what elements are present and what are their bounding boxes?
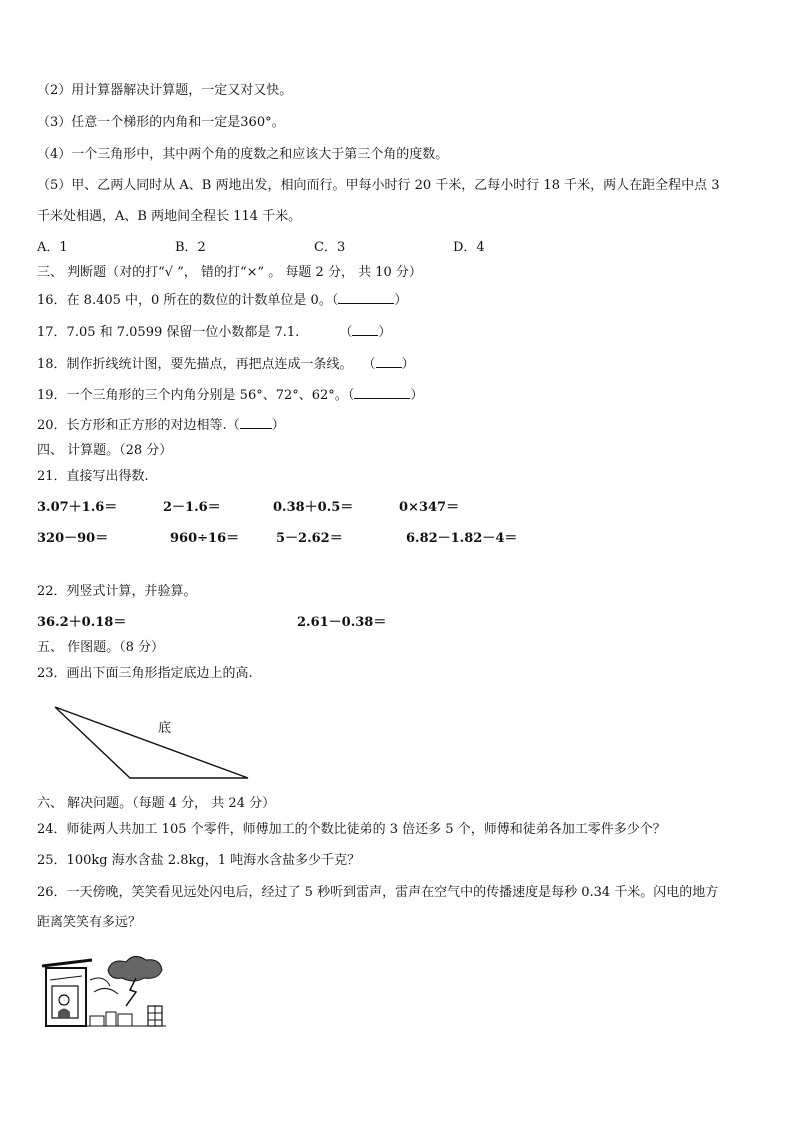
item-5-line2: 千米处相遇，A、B 两地间全程长 114 千米。 <box>37 209 302 224</box>
answer-blank-19[interactable] <box>354 385 410 399</box>
paren-close: ） <box>271 418 285 433</box>
question-20 <box>37 415 285 435</box>
paren-close: ） <box>378 325 392 340</box>
paren-close: ） <box>410 388 424 403</box>
calc-4: 0×347＝ <box>399 500 460 515</box>
answer-blank-17[interactable] <box>352 322 378 336</box>
lightning-illustration <box>40 950 170 1030</box>
question-18 <box>37 354 415 374</box>
calc-8: 6.82－1.82－4＝ <box>406 531 518 546</box>
question-17-text: 17．7.05 和 7.0599 保留一位小数都是 7.1. <box>37 325 300 340</box>
triangle-figure <box>40 696 300 796</box>
cloud-shape <box>108 956 162 981</box>
paren-open: （ <box>331 293 339 308</box>
paren-close: ） <box>394 293 408 308</box>
triangle-shape <box>55 707 248 778</box>
calc-1: 3.07＋1.6＝ <box>37 500 118 515</box>
answer-blank-16[interactable] <box>338 290 394 304</box>
question-25: 25．100kg 海水含盐 2.8kg，1 吨海水含盐多少千克？ <box>37 853 361 868</box>
question-19 <box>37 385 423 405</box>
girl-figure <box>59 995 69 1005</box>
question-26-line1: 26．一天傍晚，笑笑看见远处闪电后，经过了 5 秒听到雷声，雷声在空气中的传播速度是每秒 0.34 千米。闪电的地方 <box>37 885 719 900</box>
item-2: （2）用计算器解决计算题，一定又对又快。 <box>37 83 293 98</box>
calc-6: 960÷16＝ <box>170 531 240 546</box>
paren-open: （ <box>362 357 376 372</box>
paren-close: ） <box>401 357 415 372</box>
question-17 <box>37 322 391 342</box>
item-5-line1: （5）甲、乙两人同时从 A、B 两地出发，相向而行。甲每小时行 20 千米，乙每小时行 18 千米，两人在距全程中点 3 <box>37 178 720 193</box>
question-26-line2: 距离笑笑有多远？ <box>37 915 142 930</box>
paren-open: （ <box>226 418 240 433</box>
question-24: 24．师徒两人共加工 105 个零件，师傅加工的个数比徒弟的 3 倍还多 5 个，师傅和徒弟各加工零件多少个？ <box>37 822 666 837</box>
calc-7: 5－2.62＝ <box>276 531 343 546</box>
paren-open: （ <box>347 388 355 403</box>
calc-3: 0.38＋0.5＝ <box>273 500 354 515</box>
vertical-calc-1: 36.2＋0.18＝ <box>37 615 127 630</box>
question-20-text: 20．长方形和正方形的对边相等. <box>37 418 227 433</box>
section-6-title: 六、 解决问题。（每题 4 分， 共 24 分） <box>37 796 276 811</box>
answer-blank-20[interactable] <box>240 415 272 429</box>
question-19-text: 19．一个三角形的三个内角分别是 56°、72°、62°。 <box>37 388 348 403</box>
answer-blank-18[interactable] <box>376 354 402 368</box>
vertical-calc-2: 2.61－0.38＝ <box>297 615 387 630</box>
question-16 <box>37 290 407 310</box>
choice-d[interactable]: D．4 <box>453 240 485 255</box>
calc-2: 2－1.6＝ <box>163 500 221 515</box>
choice-b[interactable]: B．2 <box>175 240 206 255</box>
item-4: （4）一个三角形中，其中两个角的度数之和应该大于第三个角的度数。 <box>37 147 449 162</box>
question-23: 23．画出下面三角形指定底边上的高. <box>37 666 253 681</box>
question-18-text: 18．制作折线统计图，要先描点，再把点连成一条线。 <box>37 357 353 372</box>
base-label: 底 <box>158 721 172 736</box>
lightning-bolt <box>126 978 136 1006</box>
question-22: 22．列竖式计算，并验算。 <box>37 584 197 599</box>
section-5-title: 五、 作图题。（8 分） <box>37 640 165 655</box>
paren-open: （ <box>339 325 353 340</box>
question-16-text: 16．在 8.405 中，0 所在的数位的计数单位是 0。 <box>37 293 332 308</box>
question-21: 21．直接写出得数. <box>37 469 149 484</box>
item-3: （3）任意一个梯形的内角和一定是360°。 <box>37 115 285 130</box>
section-3-title: 三、 判断题（对的打“√ ”， 错的打“×” 。 每题 2 分， 共 10 分） <box>37 265 422 280</box>
section-4-title: 四、 计算题。（28 分） <box>37 443 173 458</box>
calc-5: 320－90＝ <box>37 531 109 546</box>
choice-a[interactable]: A．1 <box>37 240 68 255</box>
choice-c[interactable]: C．3 <box>314 240 346 255</box>
